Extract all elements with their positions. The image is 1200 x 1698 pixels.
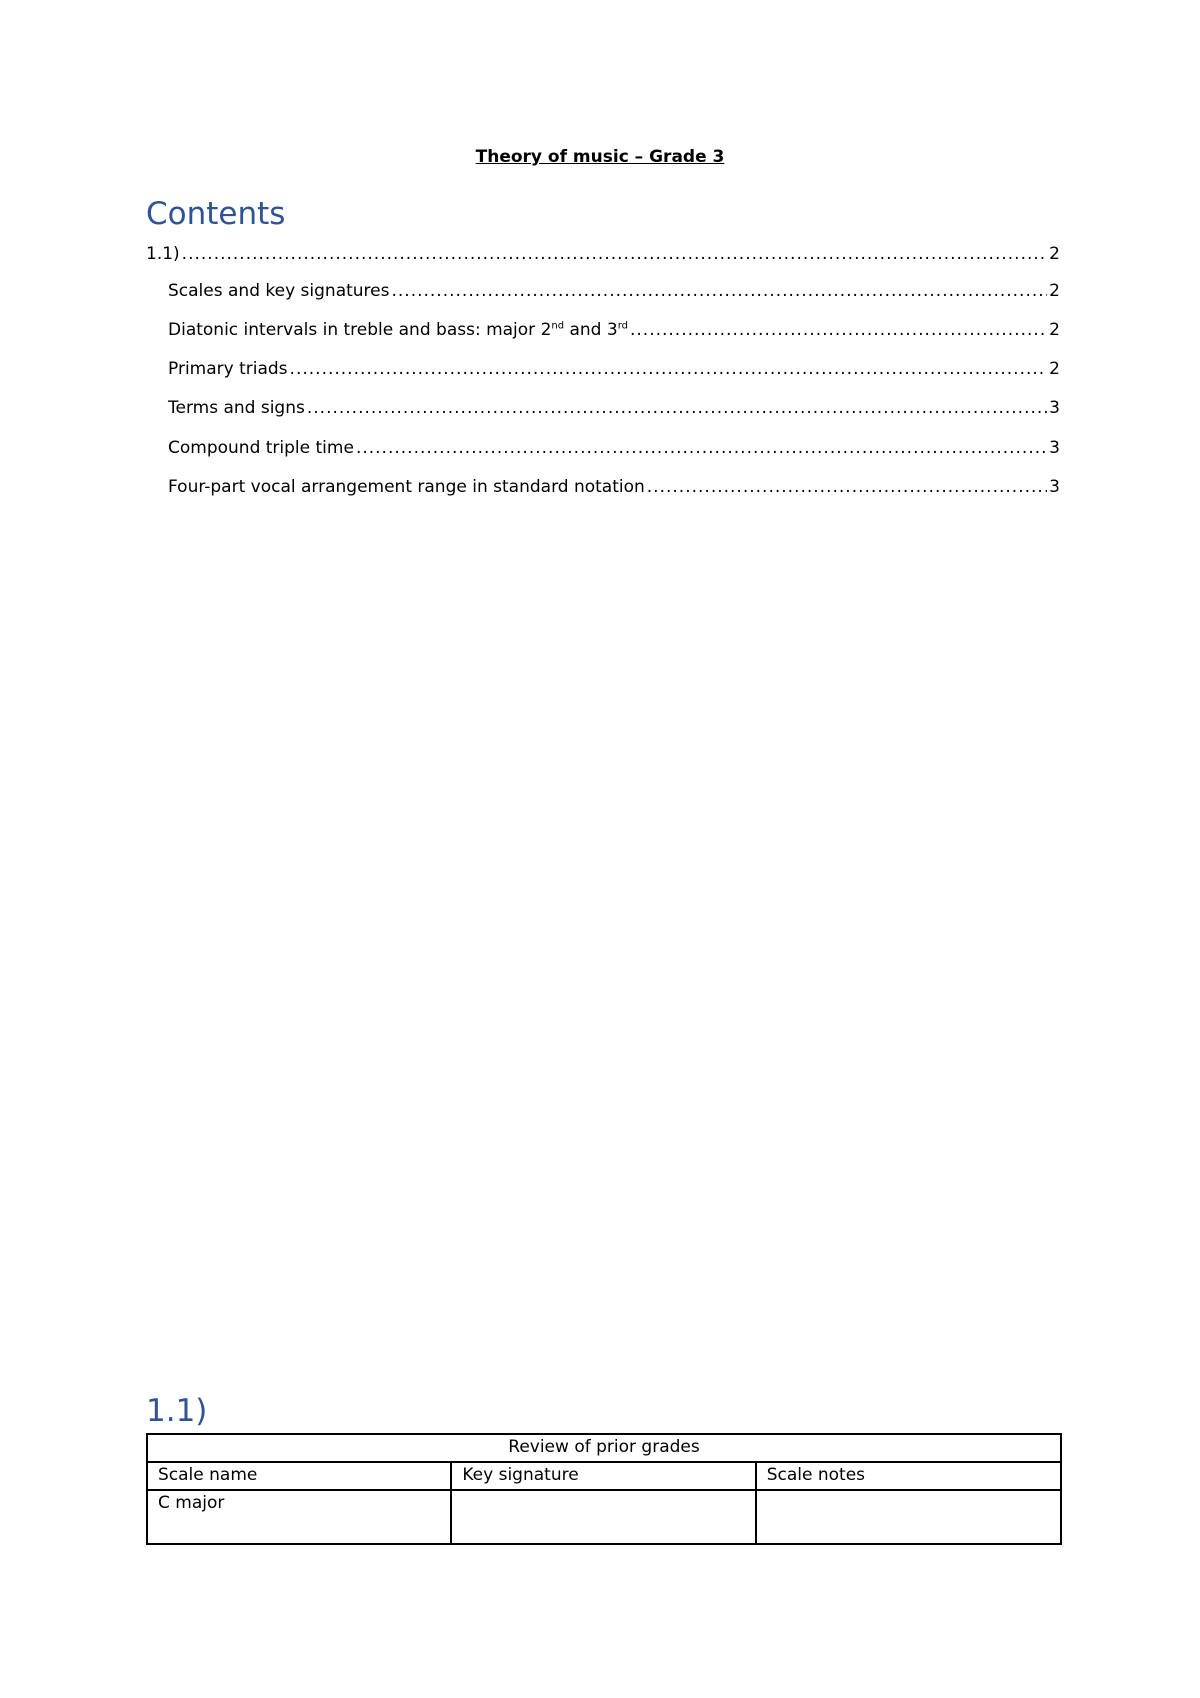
toc-entry-text: 1.1) — [146, 244, 180, 264]
table-caption: Review of prior grades — [147, 1434, 1061, 1462]
toc-page-number: 2 — [1049, 281, 1060, 301]
toc-page-number: 3 — [1049, 477, 1060, 497]
ordinal-suffix: nd — [551, 320, 565, 332]
toc-entry-scales-key-signatures[interactable] — [168, 281, 1060, 305]
toc-entry-four-part-vocal[interactable] — [168, 477, 1060, 501]
review-table — [146, 1433, 1062, 1545]
toc-page-number: 2 — [1049, 244, 1060, 264]
toc-entry-text — [168, 320, 628, 340]
toc-entry-terms-and-signs[interactable] — [168, 398, 1060, 422]
toc-page-number: 3 — [1049, 438, 1060, 458]
ordinal-suffix: rd — [617, 320, 628, 332]
toc-page-number: 2 — [1049, 320, 1060, 340]
toc-entry-text-part: Diatonic intervals in treble and bass: major 2 — [168, 320, 552, 340]
toc-page-number: 2 — [1049, 359, 1060, 379]
column-header-key-signature: Key signature — [451, 1462, 755, 1490]
toc-entry-text-part: and 3 — [564, 320, 618, 340]
toc-dot-leader — [290, 359, 1048, 379]
toc-dot-leader — [647, 477, 1047, 497]
column-header-scale-name: Scale name — [147, 1462, 451, 1490]
toc-entry-primary-triads[interactable] — [168, 359, 1060, 383]
toc-entry-text: Four-part vocal arrangement range in standard notation — [168, 477, 645, 497]
toc-dot-leader — [307, 398, 1047, 418]
toc-dot-leader — [182, 244, 1048, 264]
toc-entry-text: Terms and signs — [168, 398, 305, 418]
toc-entry-text: Primary triads — [168, 359, 288, 379]
toc-entry-diatonic-intervals[interactable] — [168, 320, 1060, 344]
toc-entry-1-1[interactable] — [146, 244, 1060, 268]
toc-page-number: 3 — [1049, 398, 1060, 418]
document-title: Theory of music – Grade 3 — [475, 147, 725, 167]
table-cell-scale-notes[interactable] — [756, 1490, 1061, 1544]
toc-entry-text: Compound triple time — [168, 438, 354, 458]
toc-entry-compound-triple-time[interactable] — [168, 438, 1060, 462]
table-cell-key-signature[interactable] — [451, 1490, 755, 1544]
toc-dot-leader — [630, 320, 1047, 340]
toc-entry-text: Scales and key signatures — [168, 281, 390, 301]
column-header-scale-notes: Scale notes — [756, 1462, 1061, 1490]
table-cell-scale-name[interactable]: C major — [147, 1490, 451, 1544]
toc-dot-leader — [356, 438, 1047, 458]
contents-heading: Contents — [146, 196, 286, 232]
toc-dot-leader — [391, 281, 1047, 301]
table-row — [147, 1490, 1061, 1544]
section-heading-1-1: 1.1) — [146, 1393, 208, 1429]
